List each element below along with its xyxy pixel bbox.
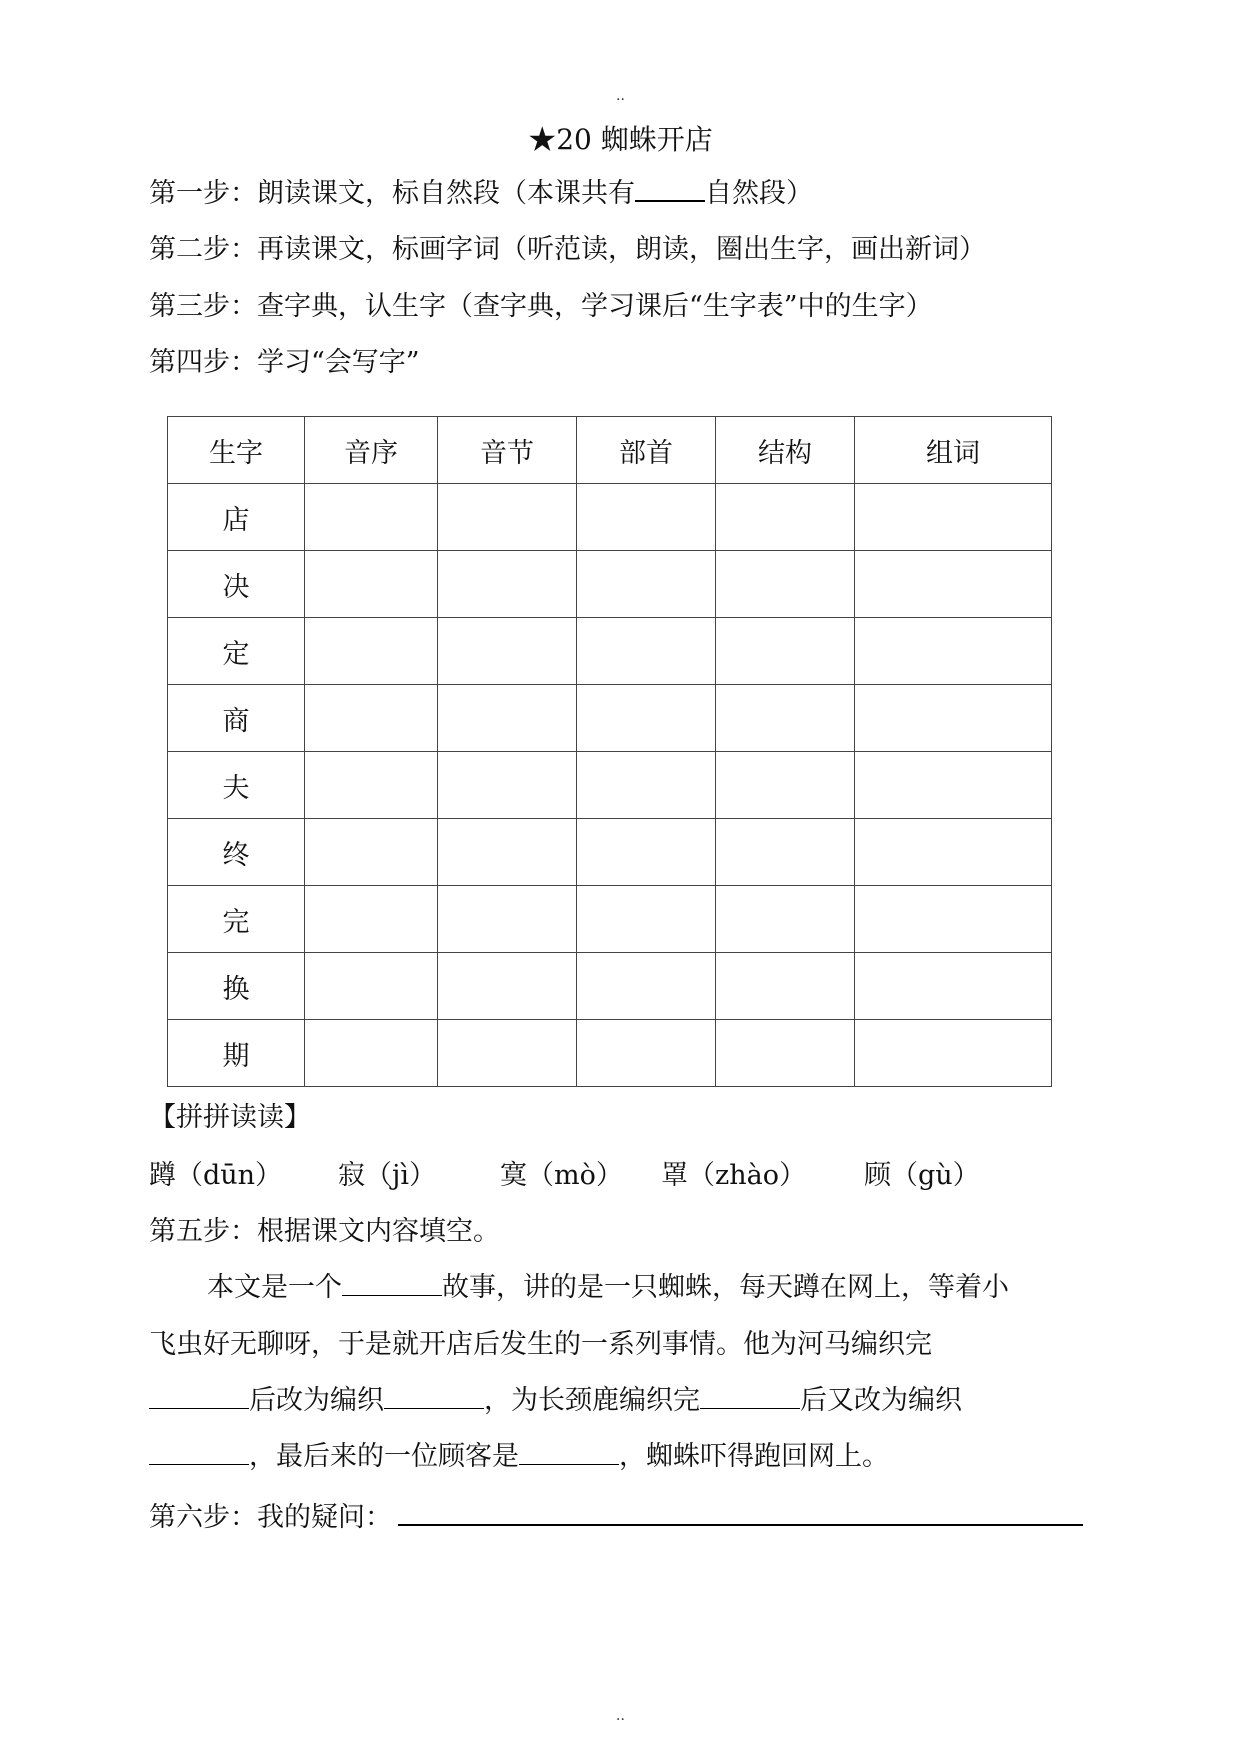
character-table xyxy=(167,416,1052,1087)
table-row xyxy=(168,886,1052,953)
fill-text: ，蜘蛛吓得跑回网上。 xyxy=(619,1441,889,1472)
fill-blank[interactable] xyxy=(519,1438,619,1465)
fill-text: 后又改为编织 xyxy=(800,1385,962,1416)
char-cell: 店 xyxy=(168,484,305,551)
pinyin-heading: 【拼拼读读】 xyxy=(149,1102,311,1133)
table-row xyxy=(168,819,1052,886)
char-cell: 期 xyxy=(168,1020,305,1087)
step4-line: 第四步：学习“会写字” xyxy=(149,347,420,378)
table-header-row xyxy=(168,417,1052,484)
fill-blank[interactable] xyxy=(149,1382,249,1409)
answer-cell[interactable] xyxy=(438,618,577,685)
paragraph-count-blank[interactable] xyxy=(635,174,705,202)
answer-cell[interactable] xyxy=(438,685,577,752)
pinyin-item: 顾（gù） xyxy=(864,1160,980,1191)
step6-text: 第六步：我的疑问： xyxy=(149,1502,392,1533)
answer-cell[interactable] xyxy=(855,752,1052,819)
pinyin-item: 寂（jì） xyxy=(338,1160,437,1191)
step1-line xyxy=(149,174,813,214)
answer-cell[interactable] xyxy=(577,886,716,953)
answer-cell[interactable] xyxy=(438,953,577,1020)
pinyin-item: 罩（zhào） xyxy=(661,1160,806,1191)
fill-text: ，最后来的一位顾客是 xyxy=(249,1441,519,1472)
answer-cell[interactable] xyxy=(577,1020,716,1087)
pinyin-item: 蹲（dūn） xyxy=(149,1160,283,1191)
step5-line1 xyxy=(207,1268,1009,1308)
answer-cell[interactable] xyxy=(438,886,577,953)
answer-cell[interactable] xyxy=(438,484,577,551)
pinyin-item: 寞（mò） xyxy=(500,1160,623,1191)
header-cell: 音序 xyxy=(305,417,438,484)
answer-cell[interactable] xyxy=(577,484,716,551)
header-marker: ·· xyxy=(616,92,625,108)
answer-cell[interactable] xyxy=(305,953,438,1020)
char-cell: 定 xyxy=(168,618,305,685)
table-row xyxy=(168,551,1052,618)
table-row xyxy=(168,618,1052,685)
fill-text: ，为长颈鹿编织完 xyxy=(484,1385,700,1416)
answer-cell[interactable] xyxy=(305,484,438,551)
char-cell: 商 xyxy=(168,685,305,752)
fill-blank[interactable] xyxy=(342,1269,442,1296)
fill-text: 故事，讲的是一只蜘蛛，每天蹲在网上，等着小 xyxy=(442,1272,1009,1303)
answer-cell[interactable] xyxy=(438,1020,577,1087)
answer-cell[interactable] xyxy=(716,1020,855,1087)
answer-cell[interactable] xyxy=(305,685,438,752)
lesson-title: ★20 蜘蛛开店 xyxy=(528,123,713,156)
answer-cell[interactable] xyxy=(305,618,438,685)
fill-blank[interactable] xyxy=(700,1382,800,1409)
header-cell: 音节 xyxy=(438,417,577,484)
answer-cell[interactable] xyxy=(577,618,716,685)
answer-cell[interactable] xyxy=(577,685,716,752)
answer-cell[interactable] xyxy=(577,752,716,819)
table-row xyxy=(168,752,1052,819)
answer-cell[interactable] xyxy=(716,551,855,618)
answer-cell[interactable] xyxy=(855,618,1052,685)
answer-cell[interactable] xyxy=(577,819,716,886)
step5-line4 xyxy=(149,1437,889,1477)
answer-cell[interactable] xyxy=(438,819,577,886)
table-row xyxy=(168,1020,1052,1087)
header-cell: 结构 xyxy=(716,417,855,484)
char-cell: 终 xyxy=(168,819,305,886)
step6-line xyxy=(149,1494,1083,1538)
char-cell: 决 xyxy=(168,551,305,618)
table-row xyxy=(168,484,1052,551)
answer-cell[interactable] xyxy=(305,886,438,953)
char-cell: 换 xyxy=(168,953,305,1020)
step5-line3 xyxy=(149,1381,962,1421)
footer-marker: ·· xyxy=(616,1712,625,1728)
answer-cell[interactable] xyxy=(438,752,577,819)
answer-cell[interactable] xyxy=(716,685,855,752)
answer-cell[interactable] xyxy=(855,484,1052,551)
answer-cell[interactable] xyxy=(855,551,1052,618)
step1-text-end: 自然段） xyxy=(705,178,813,209)
answer-cell[interactable] xyxy=(716,752,855,819)
fill-text: 后改为编织 xyxy=(249,1385,384,1416)
step1-text: 第一步：朗读课文，标自然段（本课共有 xyxy=(149,178,635,209)
answer-cell[interactable] xyxy=(716,484,855,551)
char-cell: 夫 xyxy=(168,752,305,819)
answer-cell[interactable] xyxy=(305,1020,438,1087)
table-row xyxy=(168,953,1052,1020)
answer-cell[interactable] xyxy=(716,886,855,953)
answer-cell[interactable] xyxy=(577,551,716,618)
answer-cell[interactable] xyxy=(855,886,1052,953)
answer-cell[interactable] xyxy=(855,953,1052,1020)
answer-cell[interactable] xyxy=(855,685,1052,752)
answer-cell[interactable] xyxy=(716,618,855,685)
fill-blank[interactable] xyxy=(384,1382,484,1409)
answer-cell[interactable] xyxy=(716,953,855,1020)
answer-cell[interactable] xyxy=(305,551,438,618)
header-cell: 部首 xyxy=(577,417,716,484)
step2-line: 第二步：再读课文，标画字词（听范读，朗读，圈出生字，画出新词） xyxy=(149,234,986,265)
answer-cell[interactable] xyxy=(438,551,577,618)
fill-text: 本文是一个 xyxy=(207,1272,342,1303)
question-blank[interactable] xyxy=(398,1494,1083,1526)
char-cell: 完 xyxy=(168,886,305,953)
answer-cell[interactable] xyxy=(305,752,438,819)
header-cell: 组词 xyxy=(855,417,1052,484)
header-cell: 生字 xyxy=(168,417,305,484)
step5-line2: 飞虫好无聊呀，于是就开店后发生的一系列事情。他为河马编织完 xyxy=(149,1329,932,1360)
answer-cell[interactable] xyxy=(305,819,438,886)
answer-cell[interactable] xyxy=(855,819,1052,886)
step5-heading: 第五步：根据课文内容填空。 xyxy=(149,1216,500,1247)
answer-cell[interactable] xyxy=(577,953,716,1020)
step3-line: 第三步：查字典，认生字（查字典，学习课后“生字表”中的生字） xyxy=(149,291,933,322)
fill-blank[interactable] xyxy=(149,1438,249,1465)
answer-cell[interactable] xyxy=(716,819,855,886)
table-row xyxy=(168,685,1052,752)
answer-cell[interactable] xyxy=(855,1020,1052,1087)
pinyin-row xyxy=(149,1156,980,1196)
